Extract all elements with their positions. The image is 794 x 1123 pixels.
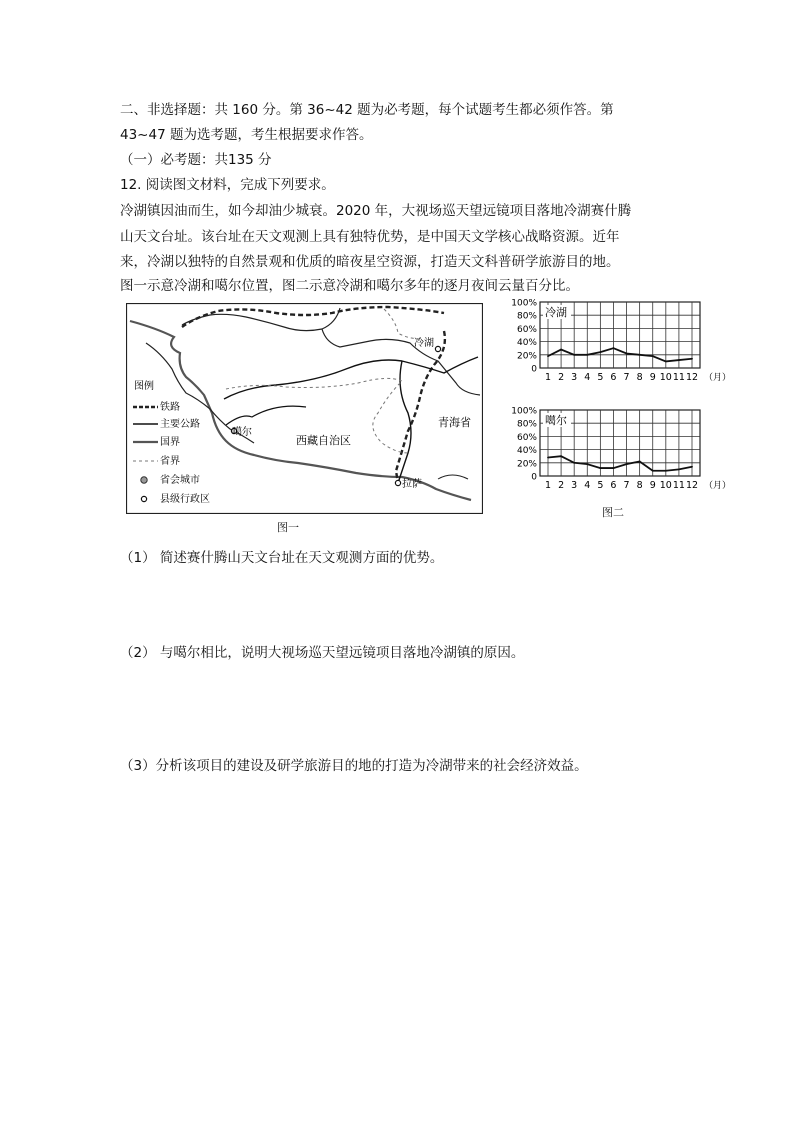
- section-heading: 二、非选择题：共 160 分。第 36~42 题为必考题，每个试题考生都必须作答。第: [120, 102, 614, 118]
- x-tick-label: 6: [610, 480, 617, 491]
- y-tick-label: 20%: [516, 459, 537, 470]
- legend-title: 图例: [134, 381, 154, 392]
- question-3: （3）分析该项目的建设及研学旅游目的地的打造为冷湖带来的社会经济效益。: [120, 758, 588, 774]
- label-lenghu: 冷湖: [414, 338, 434, 349]
- label-qinghai: 青海省: [438, 416, 471, 429]
- chart-title: 噶尔: [545, 414, 567, 427]
- x-tick-label: 11: [672, 372, 685, 383]
- question-1: （1） 简述赛什腾山天文台址在天文观测方面的优势。: [120, 550, 444, 566]
- data-point: [586, 463, 588, 465]
- legend-province: 省界: [160, 456, 180, 467]
- x-tick-label: 7: [623, 480, 630, 491]
- x-tick-label: 9: [649, 372, 656, 383]
- x-tick-label: 2: [558, 372, 565, 383]
- county-marker-lenghu: [435, 346, 440, 351]
- y-tick-label: 100%: [511, 406, 537, 417]
- county-icon: [141, 496, 146, 501]
- x-tick-label: 3: [571, 480, 578, 491]
- y-tick-label: 80%: [516, 311, 537, 322]
- data-point: [639, 354, 641, 356]
- data-point: [613, 347, 615, 349]
- question-intro: 12. 阅读图文材料，完成下列要求。: [120, 177, 335, 193]
- x-tick-label: 6: [610, 372, 617, 383]
- data-point: [691, 358, 693, 360]
- label-lhasa: 拉萨: [402, 479, 422, 490]
- map-caption: 图一: [277, 521, 299, 534]
- passage-line: 图一示意冷湖和噶尔位置，图二示意冷湖和噶尔多年的逐月夜间云量百分比。: [120, 278, 579, 294]
- data-point: [573, 462, 575, 464]
- x-tick-label: 4: [584, 480, 591, 491]
- data-point: [626, 353, 628, 355]
- x-tick-label: 2: [558, 480, 565, 491]
- x-tick-label: 1: [544, 372, 552, 383]
- x-tick-label: 12: [685, 372, 699, 383]
- data-point: [678, 469, 680, 471]
- x-axis-label: （月）: [704, 373, 732, 383]
- map-figure: [126, 303, 483, 514]
- data-point: [639, 461, 641, 463]
- data-point: [586, 354, 588, 356]
- x-tick-label: 10: [659, 372, 672, 383]
- data-point: [678, 359, 680, 361]
- data-point: [573, 354, 575, 356]
- x-tick-label: 7: [623, 372, 630, 383]
- x-tick-label: 9: [649, 480, 656, 491]
- passage-line: 山天文台址。该台址在天文观测上具有独特优势，是中国天文学核心战略资源。近年: [120, 229, 620, 245]
- y-tick-label: 100%: [511, 298, 537, 309]
- cloud-charts: [504, 298, 749, 513]
- passage-line: 来，冷湖以独特的自然景观和优质的暗夜星空资源，打造天文科普研学旅游目的地。: [120, 254, 620, 270]
- x-tick-label: 11: [672, 480, 685, 491]
- y-tick-label: 60%: [516, 324, 537, 335]
- x-tick-label: 8: [636, 480, 643, 491]
- legend-road: 主要公路: [160, 419, 200, 430]
- chart-title: 冷湖: [545, 306, 567, 319]
- x-tick-label: 8: [636, 372, 643, 383]
- x-tick-label: 4: [584, 372, 591, 383]
- x-tick-label: 12: [685, 480, 699, 491]
- legend-capital: 省会城市: [160, 475, 200, 486]
- subsection-heading: （一）必考题：共135 分: [120, 152, 272, 168]
- legend-county: 县级行政区: [160, 494, 210, 505]
- x-axis-label: （月）: [704, 481, 732, 491]
- data-point: [613, 467, 615, 469]
- data-point: [665, 361, 667, 363]
- data-point: [560, 349, 562, 351]
- data-point: [691, 466, 693, 468]
- capital-city-icon: [141, 477, 147, 483]
- y-tick-label: 40%: [516, 446, 537, 457]
- data-point: [560, 455, 562, 457]
- x-tick-label: 3: [571, 372, 578, 383]
- x-tick-label: 5: [597, 480, 604, 491]
- data-point: [626, 463, 628, 465]
- data-point: [652, 470, 654, 472]
- passage-line: 冷湖镇因油而生，如今却油少城衰。2020 年，大视场巡天望远镜项目落地冷湖赛什腾: [120, 203, 632, 219]
- x-tick-label: 1: [544, 480, 552, 491]
- map-svg: [126, 303, 483, 514]
- y-tick-label: 80%: [516, 419, 537, 430]
- data-point: [652, 355, 654, 357]
- county-marker-lhasa: [395, 480, 400, 485]
- chart-caption: 图二: [602, 506, 624, 519]
- label-tibet: 西藏自治区: [296, 434, 351, 447]
- y-tick-label: 40%: [516, 338, 537, 349]
- legend-border: 国界: [160, 437, 180, 448]
- x-tick-label: 10: [659, 480, 672, 491]
- question-2: （2） 与噶尔相比，说明大视场巡天望远镜项目落地冷湖镇的原因。: [120, 645, 525, 661]
- y-tick-label: 60%: [516, 432, 537, 443]
- data-point: [599, 351, 601, 353]
- data-point: [599, 467, 601, 469]
- x-tick-label: 5: [597, 372, 604, 383]
- section-heading-cont: 43~47 题为选考题，考生根据要求作答。: [120, 127, 373, 143]
- legend-railway: 铁路: [160, 402, 180, 413]
- data-point: [547, 355, 549, 357]
- y-tick-label: 0: [531, 364, 537, 375]
- y-tick-label: 0: [531, 472, 537, 483]
- label-gar: 噶尔: [232, 427, 252, 438]
- y-tick-label: 20%: [516, 351, 537, 362]
- data-point: [665, 470, 667, 472]
- data-point: [547, 457, 549, 459]
